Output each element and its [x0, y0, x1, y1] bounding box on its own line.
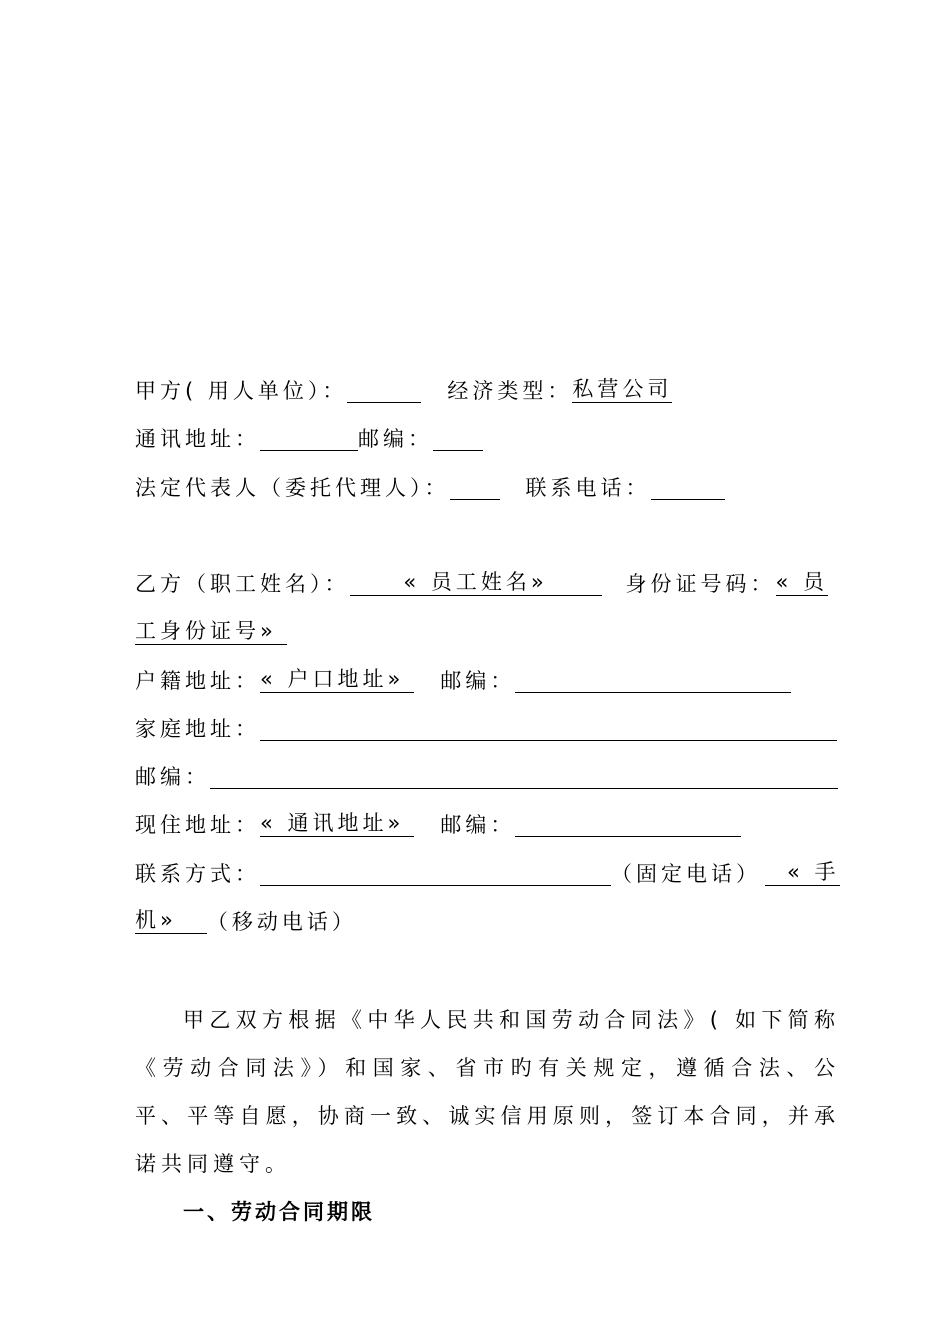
preamble-text: 甲乙双方根据《中华人民共和国劳动合同法》( 如下简称《劳动合同法》）和国家、省市旳有关规定，遵循合法、公平、平等自愿，协商一致、诚实信用原则，签订本合同，并承诺共同遵守。 [135, 1008, 840, 1176]
legal-rep-line [135, 474, 725, 502]
home-address-label: 家庭地址： [135, 717, 260, 741]
id-number-label: 身份证号码： [625, 572, 776, 596]
id-number-continued-line [135, 619, 287, 647]
current-address-label: 现住地址： [135, 813, 260, 837]
contact-line [135, 860, 840, 888]
mobile-continued-line [135, 908, 357, 936]
landline-blank[interactable] [260, 860, 611, 886]
home-postcode-blank[interactable] [210, 763, 838, 789]
party-b-label: 乙方（职工姓名）： [135, 572, 350, 596]
home-postcode-label: 邮编： [135, 765, 210, 789]
section-1-title: 一、劳动合同期限 [183, 1200, 375, 1224]
hukou-postcode-blank[interactable] [515, 667, 791, 693]
hukou-line [135, 667, 791, 695]
mobile-field-part2[interactable]: 机» [135, 908, 207, 934]
party-a-postcode-blank[interactable] [433, 425, 483, 451]
party-a-address-blank[interactable] [260, 425, 358, 451]
current-postcode-label: 邮编： [440, 813, 516, 837]
party-a-postcode-label: 邮编： [358, 427, 433, 451]
party-a-address-line [135, 425, 483, 453]
current-postcode-blank[interactable] [515, 811, 741, 837]
current-address-field[interactable]: « 通讯地址» [260, 811, 414, 837]
hukou-postcode-label: 邮编： [440, 669, 516, 693]
contact-label: 联系方式： [135, 862, 260, 886]
id-number-value-part1[interactable]: « 员 [775, 570, 829, 594]
preamble-paragraph [135, 996, 840, 1188]
employee-name-field[interactable]: « 员工姓名» [350, 570, 602, 596]
home-address-blank[interactable] [260, 715, 837, 741]
econ-type-label: 经济类型： [447, 379, 573, 403]
mobile-field-part1[interactable]: « 手 [765, 860, 840, 886]
party-a-phone-label: 联系电话： [525, 476, 651, 500]
hukou-label: 户籍地址： [135, 669, 260, 693]
econ-type-value: 私营公司 [572, 377, 673, 401]
party-b-line [135, 570, 828, 598]
hukou-address-field[interactable]: « 户口地址» [260, 667, 414, 693]
landline-label: （固定电话） [611, 862, 761, 886]
party-a-line [135, 377, 672, 405]
party-a-phone-blank[interactable] [651, 474, 725, 500]
legal-rep-label: 法定代表人（委托代理人）： [135, 476, 450, 500]
home-postcode-line [135, 763, 838, 791]
mobile-label: （移动电话） [206, 910, 357, 934]
current-address-line [135, 811, 741, 839]
home-address-line [135, 715, 837, 743]
party-a-name-blank[interactable] [347, 377, 421, 403]
party-a-address-label: 通讯地址： [135, 427, 260, 451]
id-number-value-part2[interactable]: 工身份证号» [135, 619, 287, 645]
party-a-label: 甲方( 用人单位）： [135, 379, 348, 403]
legal-rep-blank[interactable] [450, 474, 500, 500]
